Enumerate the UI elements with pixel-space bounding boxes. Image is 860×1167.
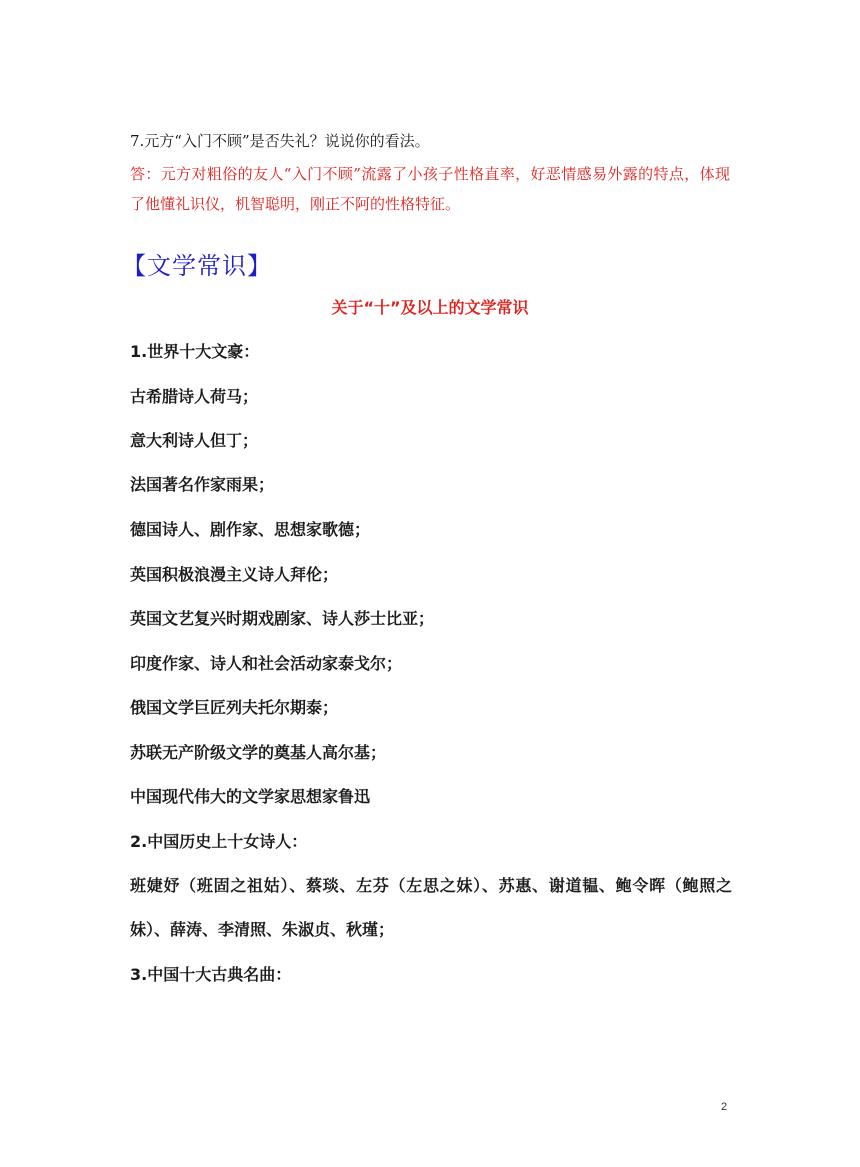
list-item: 苏联无产阶级文学的奠基人高尔基； (130, 743, 387, 762)
list-heading-3: 3.中国十大古典名曲： (130, 965, 292, 984)
poets-paragraph: 班婕妤（班固之祖姑）、蔡琰、左芬（左思之妹）、苏惠、谢道韫、鲍令晖（鲍照之妹）、薛涛、李清照、朱淑贞、秋瑾； (130, 876, 732, 939)
list-item: 英国文艺复兴时期戏剧家、诗人莎士比亚； (130, 609, 435, 628)
list-item: 德国诗人、剧作家、思想家歌德； (130, 520, 371, 539)
subtitle: 关于“十”及以上的文学常识 (331, 298, 529, 317)
list-item: 意大利诗人但丁； (130, 431, 259, 450)
question-text: 7.元方“入门不顾”是否失礼？说说你的看法。 (130, 132, 430, 150)
page-number: 2 (721, 1101, 728, 1113)
list-heading-2: 2.中国历史上十女诗人： (130, 832, 308, 851)
answer-text: 答：元方对粗俗的友人“入门不顾”流露了小孩子性格直率，好恶情感易外露的特点，体现了他懂礼识仪，机智聪明，刚正不阿的性格特征。 (130, 165, 730, 213)
list-item: 英国积极浪漫主义诗人拜伦； (130, 565, 339, 584)
list-heading-1: 1.世界十大文豪： (130, 342, 260, 361)
list-item: 俄国文学巨匠列夫托尔期泰； (130, 698, 339, 717)
list-item: 印度作家、诗人和社会活动家泰戈尔； (130, 654, 403, 673)
list-item: 中国现代伟大的文学家思想家鲁迅 (130, 787, 371, 806)
list-item: 古希腊诗人荷马； (130, 387, 259, 406)
list-item: 法国著名作家雨果； (130, 475, 275, 494)
section-heading: 【文学常识】 (122, 252, 272, 280)
